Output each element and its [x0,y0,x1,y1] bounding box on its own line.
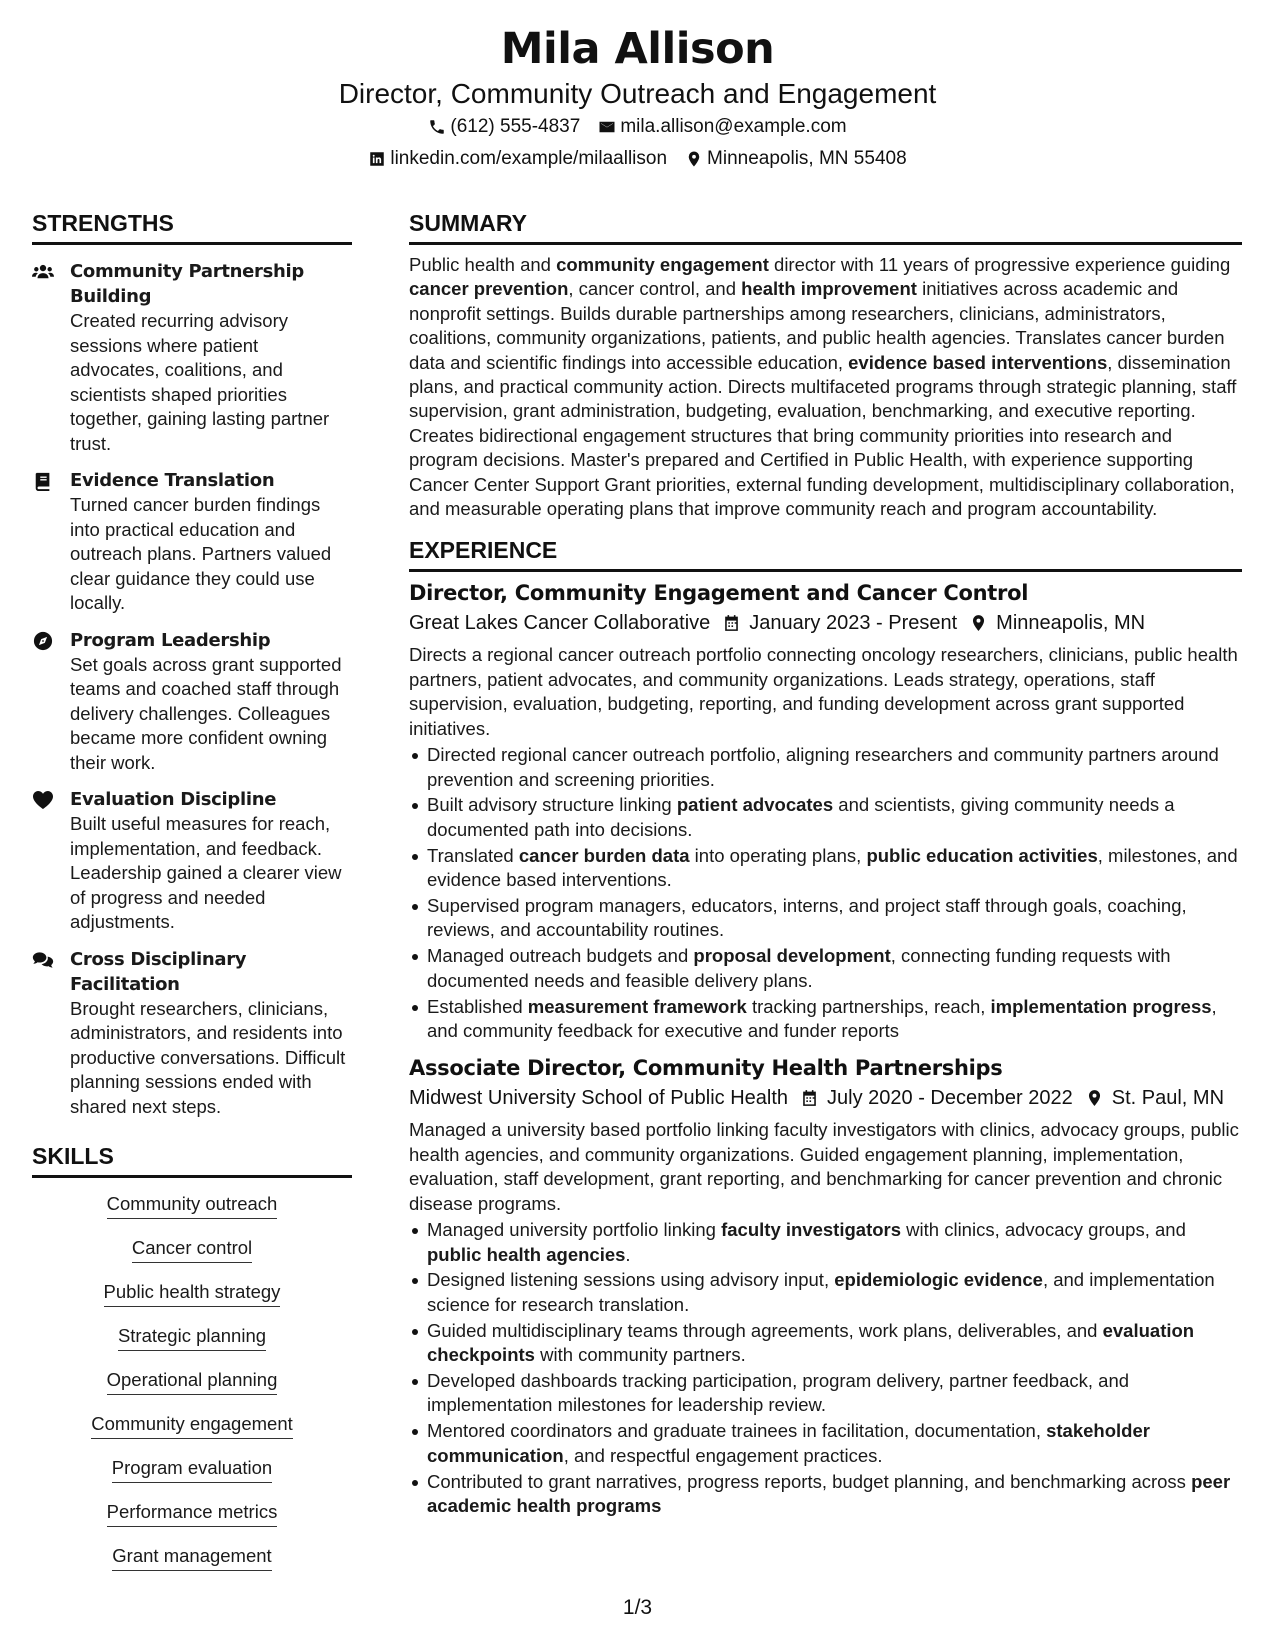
resume-header [0,22,1275,175]
skill-tag: Public health strategy [104,1280,281,1307]
job-bullets [409,1218,1242,1518]
strength-body [70,787,352,935]
bold-phrase: public health agencies [427,1243,626,1265]
map-pin-icon-wrap [969,613,988,633]
email-contact[interactable] [598,111,846,143]
strength-title: Community Partnership Building [70,261,305,307]
bullet-item [409,1268,1242,1317]
strength-description: Created recurring advisory sessions where patient advocates, coalitions, and scientists shaped priorities together, gaining lasting partner trust. [70,310,330,454]
calendar-icon-wrap [800,1088,819,1108]
location-contact [685,143,907,175]
bold-phrase: patient advocates [676,794,834,816]
strength-icon-wrap [32,628,70,776]
skill-row [32,1368,352,1412]
strengths-list [32,259,352,1119]
strength-icon-wrap [32,468,70,616]
text-run: Contributed to grant narratives, progress reports, budget planning, and benchmarking across [427,1470,1192,1492]
strength-body [70,259,352,456]
job-description: Managed a university based portfolio linking faculty investigators with clinics, advocacy groups, public health agencies, and community organizations. Guided engagement planning, implementation, evaluation, staff development, grant reporting, and benchmarking for cancer prevention and chronic disease programs. [409,1119,1239,1214]
text-run: with clinics, advocacy groups, and [901,1219,1186,1241]
location-text: Minneapolis, MN 55408 [707,148,907,169]
bullet-item [409,793,1242,842]
text-run: with community partners. [534,1344,746,1366]
bullet-item [409,894,1242,943]
heart-icon [32,790,54,810]
text-run: , connecting funding requests with documented needs and feasible delivery plans. [427,945,1171,991]
text-run: Guided multidisciplinary teams through agreements, work plans, deliverables, and [427,1319,1103,1341]
map-pin-icon [1085,1088,1104,1108]
job-bullets [409,743,1242,1043]
linkedin-contact[interactable] [368,143,667,175]
skill-tag: Operational planning [107,1368,278,1395]
text-run: , and community feedback for executive and funder reports [427,995,1217,1042]
strength-description: Set goals across grant supported teams and coached staff through delivery challenges. Colleagues became more confident owning their work. [70,653,342,773]
strength-icon-wrap [32,947,70,1120]
strength-description: Built useful measures for reach, implementation, and feedback. Leadership gained a clearer view of progress and needed adjustments. [70,813,342,932]
calendar-icon-wrap [722,613,741,633]
contact-row-1 [0,111,1275,143]
job-meta [409,1083,1242,1113]
strength-description: Turned cancer burden findings into practical education and outreach plans. Partners valued clear guidance they could use locally. [70,494,332,613]
skill-row [32,1192,352,1236]
text-run: Established [427,995,528,1017]
bold-phrase: measurement framework [527,995,747,1017]
summary-text [409,253,1242,521]
bold-phrase: proposal development [693,945,891,967]
map-pin-icon-wrap [1085,1088,1104,1108]
experience-list [409,578,1242,1518]
phone-icon [428,118,446,136]
sidebar-column [32,208,352,1588]
skill-row [32,1280,352,1324]
linkedin-link[interactable]: linkedin.com/example/milaallison [390,148,668,169]
users-icon [32,262,54,282]
contact-row-2 [0,143,1275,175]
text-run: . [625,1243,631,1265]
job-location: Minneapolis, MN [996,612,1146,635]
text-run: , dissemination plans, and practical community action. Directs multifaceted programs through strategic planning, staff supervision, grant administration, budgeting, evaluation, benchmarking, and executive reporting. Creates bidirectional engagement structures that bring community priorities into research and program decisions. Master's prepared and Certified in Public Health, with experience supporting Cancer Center Support Grant priorities, external funding development, multidisciplinary collaboration, and measurable operating plans that improve community reach and program accountability. [409,351,1237,520]
skill-tag: Strategic planning [118,1324,266,1351]
job-entry [409,1053,1242,1518]
bullet-item [409,1470,1242,1519]
text-run: , milestones, and evidence based interventions. [427,844,1238,891]
calendar-icon [722,613,741,633]
bold-phrase: health improvement [741,278,917,300]
job-location: St. Paul, MN [1111,1087,1225,1110]
text-run: Public health and [409,254,557,275]
strength-item [32,259,352,456]
phone-text: (612) 555-4837 [450,116,581,137]
strength-item [32,468,352,616]
skill-tag: Performance metrics [107,1500,278,1527]
candidate-name: Mila Allison [500,24,775,74]
strengths-heading: STRENGTHS [32,208,352,245]
bold-phrase: implementation progress [990,995,1212,1017]
bold-phrase: stakeholder communication [427,1420,1150,1466]
bold-phrase: peer academic health programs [427,1470,1231,1517]
skill-tag: Program evaluation [112,1456,272,1483]
job-organization: Great Lakes Cancer Collaborative [409,612,711,635]
strength-description: Brought researchers, clinicians, administrators, and residents into productive conversations. Difficult planning sessions ended with shared next steps. [70,997,346,1117]
bullet-item [409,844,1242,893]
job-description: Directs a regional cancer outreach portfolio connecting oncology researchers, clinicians, public health partners, patient advocates, and community organizations. Leads strategy, operations, staff supervision, evaluation, budgeting, reporting, and funding development across grant supported initiatives. [409,644,1238,739]
text-run: Managed outreach budgets and [427,945,694,967]
bullet-item [409,995,1242,1044]
strength-body [70,947,352,1120]
bullet-item [409,944,1242,993]
text-run: , and implementation science for research translation. [427,1269,1215,1315]
text-run: Developed dashboards tracking participation, program delivery, partner feedback, and implementation milestones for leadership review. [427,1370,1130,1416]
comments-icon [32,950,54,970]
text-run: director with 11 years of progressive experience guiding [768,254,1231,275]
text-run: Directed regional cancer outreach portfolio, aligning researchers and community partners around prevention and screening priorities. [427,744,1219,790]
skill-row [32,1456,352,1500]
map-pin-icon [969,613,988,633]
skill-row [32,1324,352,1368]
strength-icon-wrap [32,787,70,935]
bullet-item [409,1218,1242,1267]
job-dates: January 2023 - Present [749,612,958,635]
strength-body [70,628,352,776]
job-dates: July 2020 - December 2022 [827,1087,1073,1110]
experience-heading: EXPERIENCE [409,535,1242,572]
strength-icon-wrap [32,259,70,456]
bold-phrase: cancer burden data [518,844,690,866]
bullet-item [409,1369,1242,1418]
bold-phrase: epidemiologic evidence [834,1269,1043,1291]
candidate-headline: Director, Community Outreach and Engagement [338,78,937,109]
main-column [409,208,1242,1520]
skill-row [32,1236,352,1280]
strength-item [32,628,352,776]
text-run: into operating plans, [689,844,867,866]
text-run: , cancer control, and [568,278,742,300]
bold-phrase: cancer prevention [409,278,569,300]
text-run: Built advisory structure linking [427,794,677,816]
job-organization: Midwest University School of Public Health [409,1087,789,1110]
skill-row [32,1412,352,1456]
bullet-item [409,1419,1242,1468]
skill-row [32,1544,352,1588]
strength-title: Evaluation Discipline [70,789,277,810]
envelope-icon [598,118,616,136]
skill-tag: Grant management [112,1544,271,1571]
job-title: Associate Director, Community Health Partnerships [409,1056,1003,1081]
bold-phrase: evidence based interventions [848,351,1108,373]
text-run: Supervised program managers, educators, interns, and project staff through goals, coaching, reviews, and accountability routines. [427,895,1187,941]
phone-contact [428,111,580,143]
text-run: Mentored coordinators and graduate trainees in facilitation, documentation, [427,1420,1047,1442]
map-pin-icon [685,150,703,168]
text-run: tracking partnerships, reach, [746,995,991,1017]
skills-heading: SKILLS [32,1141,352,1178]
strength-item [32,947,352,1120]
skill-tag: Cancer control [132,1236,252,1263]
text-run: Translated [427,844,519,866]
compass-icon [32,631,54,651]
book-icon [32,471,54,491]
bold-phrase: public education activities [866,844,1098,866]
job-title: Director, Community Engagement and Cancer Control [409,581,1029,606]
text-run: and scientists, giving community needs a documented path into decisions. [427,794,1175,840]
job-entry [409,578,1242,1043]
skill-tag: Community engagement [91,1412,293,1439]
text-run: initiatives across academic and nonprofit settings. Builds durable partnerships among researchers, clinicians, administrators, coalitions, community organizations, patients, and public health agencies. Translates cancer burden data and scientific findings into accessible education, [409,278,1225,373]
bullet-item [409,743,1242,792]
bold-phrase: evaluation checkpoints [427,1319,1195,1366]
summary-heading: SUMMARY [409,208,1242,245]
calendar-icon [800,1088,819,1108]
skill-tag: Community outreach [107,1192,278,1219]
job-meta [409,608,1242,638]
page-number: 1/3 [622,1596,653,1619]
email-link[interactable]: mila.allison@example.com [620,116,847,137]
text-run: Designed listening sessions using advisory input, [427,1269,835,1291]
skill-row [32,1500,352,1544]
linkedin-icon [368,150,386,168]
text-run: , and respectful engagement practices. [563,1444,883,1466]
strength-title: Cross Disciplinary Facilitation [70,948,247,995]
strength-title: Program Leadership [70,629,271,651]
bold-phrase: community engagement [556,254,769,275]
strength-item [32,787,352,935]
skills-list [32,1192,352,1588]
bold-phrase: faculty investigators [721,1219,902,1241]
text-run: Managed university portfolio linking [427,1219,722,1241]
strength-body [70,468,352,616]
strength-title: Evidence Translation [70,470,275,491]
bullet-item [409,1319,1242,1368]
